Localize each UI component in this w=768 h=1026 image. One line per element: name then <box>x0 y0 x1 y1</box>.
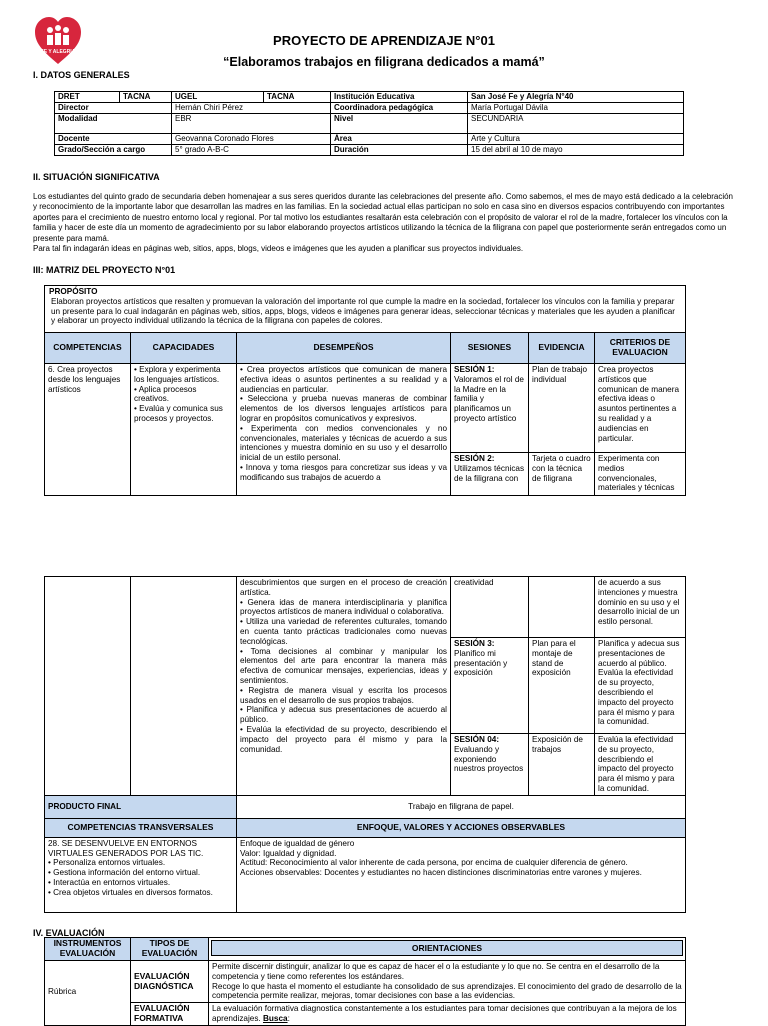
competencia-cell-cont <box>45 577 131 796</box>
modalidad-label: Modalidad <box>55 114 172 134</box>
project-subtitle: “Elaboramos trabajos en filigrana dedicados a mamá” <box>223 55 545 69</box>
situacion-paragraph: Los estudiantes del quinto grado de secundaria deben homenajear a sus seres queridos durante las celebraciones del presente año. Como sabemos, el mes de mayo está dedicado a la celebración y reconocimiento de la importante labor que desarrollan las madres en las familias. En la sociedad actual ellas participan no solo en casa sino en diversos espacios contribuyendo con importantes aportes para el crecimiento de nuestro entorno local y regional. Por tal motivo los estudiantes resaltarán esta celebración con el propósito de valorar el rol de la madre, fortalecer los vínculos con la familia y hacer de este día un momento de agradecimiento por su labor elaborando proyectos artísticos utilizando la técnica de la filigrana con papel que posteriormente serán entregados como un presente para mamá. <box>33 192 733 243</box>
desempenos-cell-1: • Crea proyectos artísticos que comunican de manera efectiva ideas o asuntos pertinentes a su realidad y a audiencias en particular. • Selecciona y prueba nuevas maneras de combinar elementos de los diversos lenguajes artísticos para lograr en propósitos comunicativos y expresivos. • Experimenta con medios convencionales y no convencionales, materiales y técnicas de acuerdo a sus intenciones y muestra dominio en su uso y el desarrollo inicial de un estilo personal. • Innova y toma riesgos para concretizar sus ideas y va modificando sus trabajos de acuerdo a <box>237 364 451 496</box>
page-title: PROYECTO DE APRENDIZAJE N°01 <box>273 33 495 48</box>
sesion-1-title: SESIÓN 1: <box>454 365 495 374</box>
sesion-2-title: SESIÓN 2: <box>454 454 495 463</box>
competencia-cell: 6. Crea proyectos desde los lenguajes artísticos <box>45 364 131 496</box>
sesion-2-cell <box>451 453 529 496</box>
evidencia-2: Tarjeta o cuadro con la técnica de filigrana <box>529 453 595 496</box>
criterio-1: Crea proyectos artísticos que comunican de manera efectiva ideas o asuntos pertinentes a su realidad y a audiencias en particular. <box>595 364 686 453</box>
sesion-4-title: SESIÓN 04: <box>454 735 500 744</box>
busca-label: Busca <box>262 1013 288 1023</box>
criterio-4: Evalúa la efectividad de su proyecto, describiendo el impacto del proyecto para él mismo y para la comunidad. <box>595 734 686 796</box>
sesion-3-title: SESIÓN 3: <box>454 639 495 648</box>
dret-label: DRET <box>55 92 120 103</box>
header-criterios: CRITERIOS DE EVALUACION <box>595 333 686 364</box>
desempenos-cell-2: descubrimientos que surgen en el proceso de creación artística. • Genera idas de manera interdisciplinaria y planifica proyectos artísticos de manera individual o colaborativa. • Utiliza una variedad de referentes culturales, tomando en cuenta tanto prácticas tradicionales como nuevas tecnológicas. • Toma decisiones al combinar y manipular los elementos del arte para encontrar la manera más efectiva de comunicar mensajes, experiencias, ideas y sentimientos. • Registra de manera visual y escrita los procesos usados en el desarrollo de sus propios trabajos. • Planifica y adecua sus presentaciones de acuerdo al público. • Evalúa la efectividad de su proyecto, describiendo el impacto del proyecto para él mismo y para la comunidad. <box>237 577 451 796</box>
evaluacion-heading: IV. EVALUACIÓN <box>33 928 105 938</box>
transversales-cell: 28. SE DESENVUELVE EN ENTORNOS VIRTUALES GENERADOS POR LAS TIC. • Personaliza entornos virtuales. • Gestiona información del entorno virtual. • Interactúa en entornos virtuales. • Crea objetos virtuales en diversos formatos. <box>45 837 237 912</box>
situacion-paragraph-2: Para tal fin indagarán ideas en páginas web, sitios, apps, blogs, videos e imágenes que les ayuden a planificar sus proyectos individuales. <box>33 244 524 254</box>
proposito-label: PROPÓSITO <box>49 287 98 296</box>
sesion-3-cell <box>451 638 529 734</box>
duracion-label: Duración <box>331 145 468 156</box>
institucion-label: Institución Educativa <box>331 92 468 103</box>
logo-text: FE Y ALEGRIA <box>40 49 76 55</box>
situacion-text <box>33 192 739 254</box>
matriz-table-part2 <box>44 576 686 913</box>
header-desempenos: DESEMPEÑOS <box>237 333 451 364</box>
sesion-2-text: Utilizamos técnicas de la filigrana con <box>454 463 525 483</box>
enfoque-cell: Enfoque de igualdad de género Valor: Igualdad y dignidad. Actitud: Reconocimiento al valor inherente de cada persona, por encima de cualquier diferencia de género. Acciones observables: Docentes y estudiantes no hacen distinciones discriminatorias entre varones y mujeres. <box>237 837 686 912</box>
criterio-2: Experimenta con medios convencionales, materiales y técnicas <box>595 453 686 496</box>
situacion-heading: II. SITUACIÓN SIGNIFICATIVA <box>33 172 160 182</box>
grado-label: Grado/Sección a cargo <box>55 145 172 156</box>
area-value: Arte y Cultura <box>468 134 684 145</box>
sesion-2-cont: creatividad <box>451 577 529 638</box>
sesion-4-text: Evaluando y exponiendo nuestros proyectos <box>454 744 524 774</box>
evidencia-2-cont <box>529 577 595 638</box>
sesion-1-cell <box>451 364 529 453</box>
coordinadora-label: Coordinadora pedagógica <box>331 103 468 114</box>
director-value: Hernán Chiri Pérez <box>172 103 331 114</box>
header-sesiones: SESIONES <box>451 333 529 364</box>
docente-value: Geovanna Coronado Flores <box>172 134 331 145</box>
criterio-3: Planifica y adecua sus presentaciones de acuerdo al público. Evalúa la efectividad de su proyecto, describiendo el impacto del proyecto para él mismo y para la comunidad. <box>595 638 686 734</box>
modalidad-value: EBR <box>172 114 331 134</box>
proposito-cell <box>45 286 686 333</box>
director-label: Director <box>55 103 172 114</box>
tipo-formativa: EVALUACIÓN FORMATIVA <box>131 1003 209 1026</box>
header-competencias: COMPETENCIAS <box>45 333 131 364</box>
orientacion-formativa: La evaluación formativa diagnostica constantemente a los estudiantes para tomar decisiones que contribuyan a la mejora de los aprendizajes. Busca: <box>209 1003 686 1026</box>
coordinadora-value: María Portugal Dávila <box>468 103 684 114</box>
producto-final-value: Trabajo en filigrana de papel. <box>237 795 686 818</box>
nivel-label: Nivel <box>331 114 468 134</box>
transversales-header: COMPETENCIAS TRANSVERSALES <box>45 818 237 837</box>
header-capacidades: CAPACIDADES <box>131 333 237 364</box>
nivel-value: SECUNDARIA <box>468 114 684 134</box>
evidencia-1: Plan de trabajo individual <box>529 364 595 453</box>
evaluacion-table <box>44 937 686 1026</box>
matriz-table-part1 <box>44 285 686 496</box>
matriz-heading: III: MATRIZ DEL PROYECTO N°01 <box>33 265 176 275</box>
header-evidencia: EVIDENCIA <box>529 333 595 364</box>
orientacion-formativa-text: La evaluación formativa diagnostica constantemente a los estudiantes para tomar decisiones que contribuyan a la mejora de los aprendizajes. <box>212 1004 677 1023</box>
docente-label: Docente <box>55 134 172 145</box>
instrumento-rubrica: Rúbrica <box>45 961 131 1026</box>
datos-heading: I. DATOS GENERALES <box>33 70 130 80</box>
header-orientaciones: ORIENTACIONES <box>211 940 683 956</box>
evidencia-4: Exposición de trabajos <box>529 734 595 796</box>
capacidades-cell-cont <box>131 577 237 796</box>
ugel-value: TACNA <box>264 92 331 103</box>
producto-final-label: PRODUCTO FINAL <box>45 795 237 818</box>
duracion-value: 15 del abril al 10 de mayo <box>468 145 684 156</box>
datos-generales-table <box>54 91 684 156</box>
area-label: Área <box>331 134 468 145</box>
orientacion-diagnostica: Permite discernir distinguir, analizar lo que es capaz de hacer el o la estudiante y lo que no. Se centra en el desarrollo de la competencia y tiene como referentes los estándares. Recoge lo que hasta el momento el estudiante ha consolidado de sus aprendizajes. El conocimiento del grado de desarrollo de la competencia permite realizar, mejoras, tomar decisiones con base a las evidencias. <box>209 961 686 1003</box>
sesion-4-cell <box>451 734 529 796</box>
institucion-value: San José Fe y Alegría N°40 <box>468 92 684 103</box>
enfoque-header: ENFOQUE, VALORES Y ACCIONES OBSERVABLES <box>237 818 686 837</box>
header-orientaciones-wrap <box>209 938 686 961</box>
sesion-3-text: Planifico mi presentación y exposición <box>454 648 508 678</box>
header-tipos: TIPOS DE EVALUACIÓN <box>131 938 209 961</box>
dret-value: TACNA <box>120 92 172 103</box>
evidencia-3: Plan para el montaje de stand de exposición <box>529 638 595 734</box>
grado-value: 5° grado A-B-C <box>172 145 331 156</box>
capacidades-cell: • Explora y experimenta los lenguajes artísticos. • Aplica procesos creativos. • Evalúa y comunica sus procesos y proyectos. <box>131 364 237 496</box>
sesion-1-text: Valoramos el rol de la Madre en la familia y planificamos un proyecto artístico <box>454 374 524 423</box>
criterio-2-cont: de acuerdo a sus intenciones y muestra dominio en su uso y el desarrollo inicial de un estilo personal. <box>595 577 686 638</box>
ugel-label: UGEL <box>172 92 264 103</box>
tipo-diagnostica: EVALUACIÓN DIAGNÓSTICA <box>131 961 209 1003</box>
proposito-text: Elaboran proyectos artísticos que resalten y promuevan la valoración del importante rol que cumple la madre en la sociedad, fortalecer los vínculos con la familia y preparar un presente para lo cual indagarán en páginas web, sitios, apps, blogs, videos e imágenes para generar ideas, seleccionar técnicas y materiales que les ayuden a planificar y elaborar un proyecto individual utilizando la técnica de la filigrana con papeles de colores. <box>51 296 675 326</box>
header-instrumentos: INSTRUMENTOS EVALUACIÓN <box>45 938 131 961</box>
